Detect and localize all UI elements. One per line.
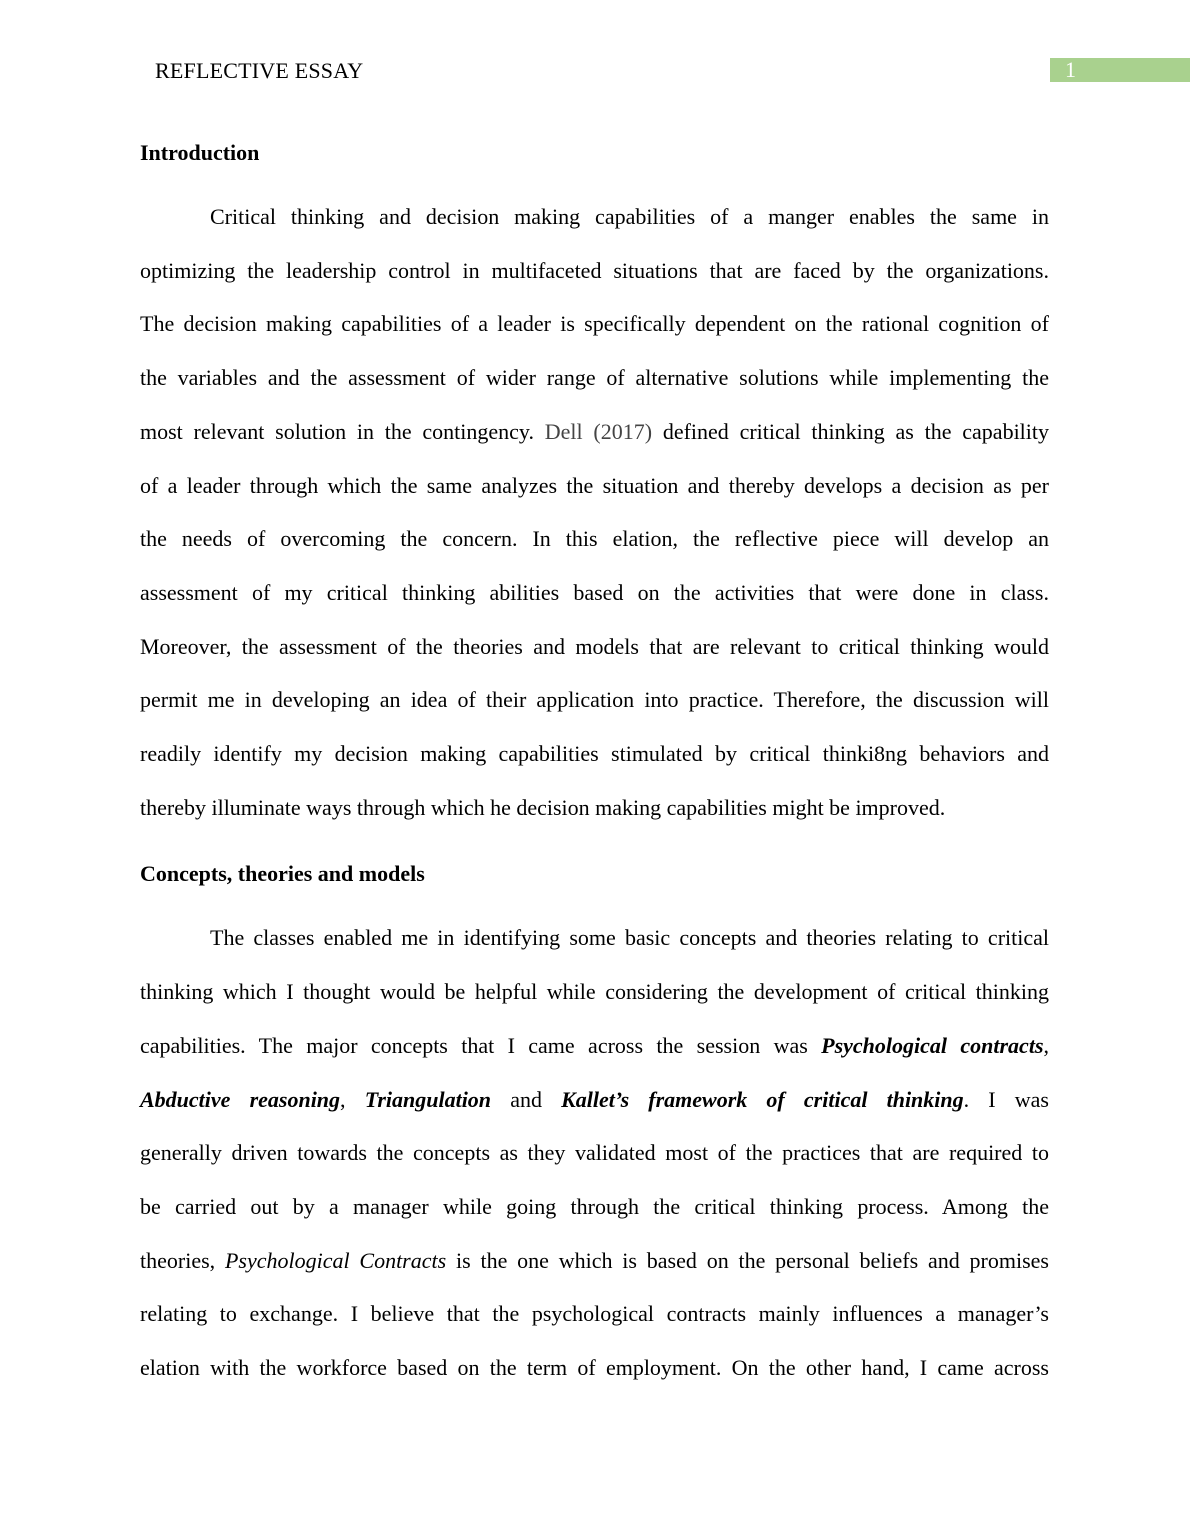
paragraph-line: The classes enabled me in identifying some basic concepts and theories relating to critical xyxy=(210,925,1049,951)
paragraph-line: be carried out by a manager while going through the critical thinking process. Among the xyxy=(140,1193,1049,1219)
section-heading-concepts: Concepts, theories and models xyxy=(140,861,425,887)
term-triangulation: Triangulation xyxy=(364,1086,492,1112)
term-abductive-reasoning: Abductive reasoning xyxy=(140,1086,341,1112)
paragraph-line: of a leader through which the same analyzes the situation and thereby develops a decision as per xyxy=(140,472,1049,498)
paragraph-line: the variables and the assessment of wider range of alternative solutions while implementing the xyxy=(140,365,1049,391)
paragraph-line xyxy=(140,1234,1049,1288)
paragraph-line: relating to exchange. I believe that the psychological contracts mainly influences a manager’s xyxy=(140,1301,1049,1327)
paragraph-line: Critical thinking and decision making capabilities of a manger enables the same in xyxy=(210,204,1049,229)
paragraph-line: The decision making capabilities of a leader is specifically dependent on the rational cognition of xyxy=(140,311,1049,337)
document-body xyxy=(140,136,1049,1395)
paragraph-line xyxy=(140,1073,1049,1127)
citation-reference: Dell (2017) xyxy=(544,418,653,444)
concepts-line-before: capabilities. The major concepts that I came across the session was xyxy=(140,1032,822,1058)
term-psychological-contracts: Psychological contracts xyxy=(821,1032,1044,1058)
running-title: REFLECTIVE ESSAY xyxy=(155,58,364,83)
paragraph-line: Moreover, the assessment of the theories and models that are relevant to critical thinking would xyxy=(140,633,1049,659)
separator: , xyxy=(340,1086,365,1112)
introduction-paragraph xyxy=(140,190,1049,834)
page-number-badge xyxy=(1050,58,1190,82)
paragraph-line: optimizing the leadership control in multifaceted situations that are faced by the organizations. xyxy=(140,257,1049,283)
concepts-paragraph xyxy=(140,911,1049,1394)
theories-line-after: is the one which is based on the personal beliefs and promises xyxy=(446,1247,1049,1273)
separator: and xyxy=(491,1086,562,1112)
concepts-line2-after: . I was xyxy=(963,1086,1049,1112)
page-number: 1 xyxy=(1065,57,1076,82)
paragraph-line: elation with the workforce based on the term of employment. On the other hand, I came across xyxy=(140,1355,1049,1381)
paragraph-line: thereby illuminate ways through which he decision making capabilities might be improved. xyxy=(140,794,946,820)
section-heading-introduction: Introduction xyxy=(140,140,260,165)
term-kallets-framework: Kallet’s framework of critical thinking xyxy=(561,1086,964,1112)
concepts-line-after: , xyxy=(1043,1032,1050,1058)
paragraph-line: thinking which I thought would be helpful while considering the development of critical thinking xyxy=(140,979,1049,1005)
term-psychological-contracts-italic: Psychological Contracts xyxy=(224,1247,447,1273)
theories-line-before: theories, xyxy=(140,1247,225,1273)
citation-line-after: defined critical thinking as the capability xyxy=(652,418,1050,444)
paragraph-line: permit me in developing an idea of their application into practice. Therefore, the discussion will xyxy=(140,687,1049,713)
paragraph-line: assessment of my critical thinking abilities based on the activities that were done in class. xyxy=(140,579,1049,605)
paragraph-line: the needs of overcoming the concern. In this elation, the reflective piece will develop an xyxy=(140,526,1049,552)
citation-line-before: most relevant solution in the contingency. xyxy=(140,418,545,444)
paragraph-line xyxy=(140,1019,1049,1073)
paragraph-line xyxy=(140,405,1049,459)
paragraph-line: generally driven towards the concepts as they validated most of the practices that are required to xyxy=(140,1140,1049,1166)
paragraph-line: readily identify my decision making capabilities stimulated by critical thinki8ng behaviors and xyxy=(140,741,1049,767)
